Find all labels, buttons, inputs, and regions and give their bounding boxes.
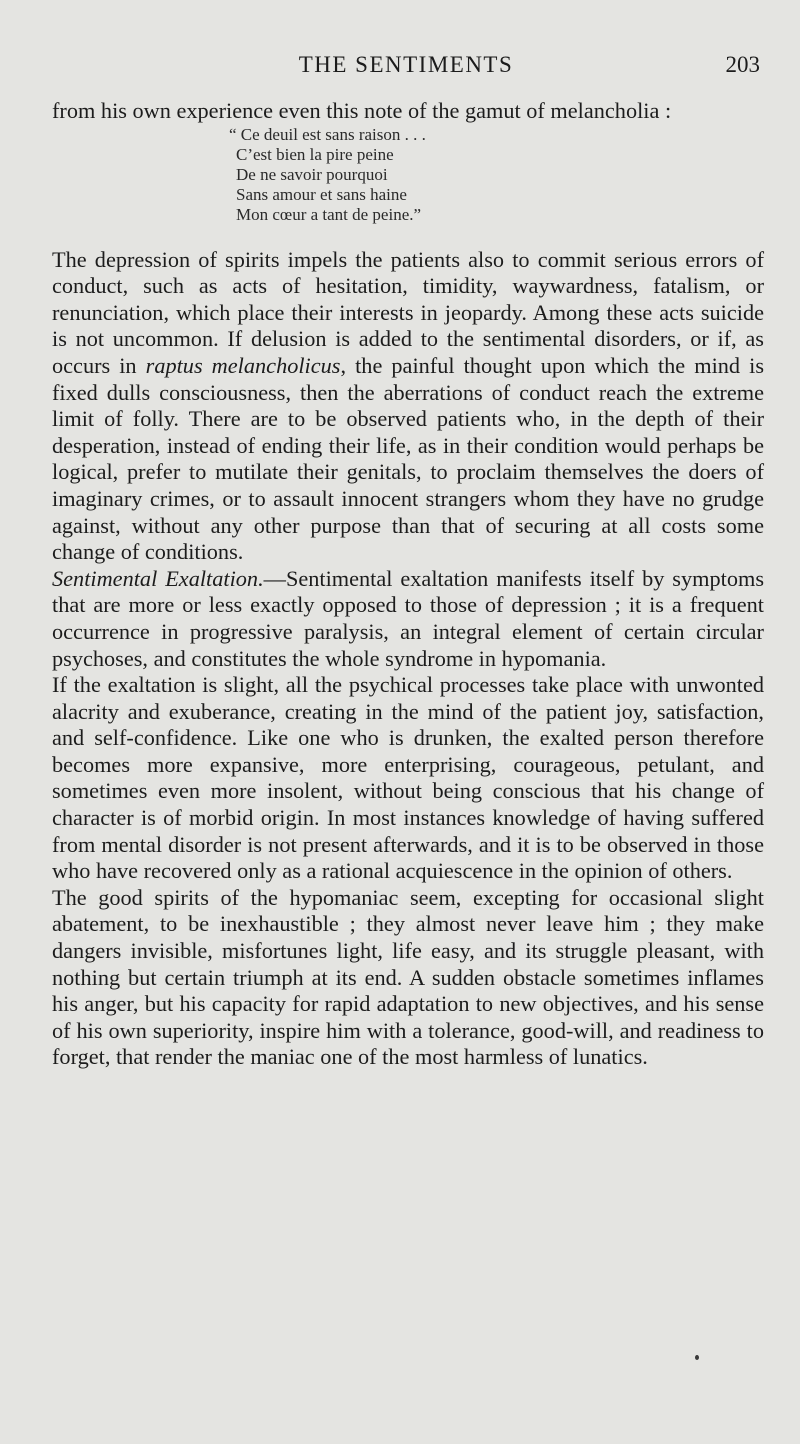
verse-line: Mon cœur a tant de peine.” [236,204,422,224]
running-head [52,52,760,82]
paragraph-hypomaniac: The good spirits of the hypomaniac seem, excepting for occasional slight abatement, to be inexhaustible ; they almost never leave him ; they make dangers invisible, misfortunes light, life easy, and its struggle pleasant, with nothing but certain triumph at its end. A sudden obstacle sometimes inflames his anger, but his capacity for rapid adaptation to new objectives, and his sense of his own superiority, inspire him with a tolerance, good-will, and readiness to forget, that render the maniac one of the most harmless of lunatics. [52,884,764,1070]
verse-line: “ Ce deuil est sans raison . . . [229,124,426,144]
section-heading: Sentimental Exaltation. [52,565,264,591]
ink-speck [695,1355,699,1360]
paragraph-depression [52,247,764,566]
running-title: THE SENTIMENTS [298,52,514,77]
verse-line: Sans amour et sans haine [236,184,407,204]
body-text [52,98,764,1071]
verse-quotation [52,125,764,225]
paragraph-text: —Sentimental exaltation manifests itself by symptoms that are more or less exactly opposed to those of depression ; it is a frequent occurrence in progressive paralysis, an integral element of certain circular psychoses, and constitutes the whole syndrome in hypomania. [52,565,764,671]
page-number: 203 [725,52,760,77]
verse-line: De ne savoir pourquoi [236,164,388,184]
paragraph-slight-exaltation: If the exaltation is slight, all the psychical processes take place with unwonted alacrity and exuberance, creating in the mind of the patient joy, satisfaction, and self-confidence. Like one who is drunken, the exalted person therefore becomes more expansive, more enterprising, courageous, petulant, and sometimes even more insolent, without being conscious that his change of character is of morbid origin. In most instances knowledge of having suffered from mental disorder is not present afterwards, and it is to be observed in those who have recovered only as a rational acquiescence in the opinion of others. [52,672,764,884]
paragraph-text: , the painful thought upon which the mind is fixed dulls consciousness, then the aberrations of conduct reach the extreme limit of folly. There are to be observed patients who, in the depth of their desperation, instead of ending their life, as in their condition would perhaps be logical, prefer to mutilate their genitals, to proclaim themselves the doers of imaginary crimes, or to assault innocent strangers whom they have no grudge against, without any other purpose than that of securing at all costs some change of conditions. [52,352,764,565]
paragraph-continuation: from his own experience even this note of the gamut of melancholia : [52,98,672,123]
italic-term: raptus melancholicus [145,352,341,378]
paragraph-exaltation [52,566,764,672]
verse-line: C’est bien la pire peine [236,144,394,164]
paragraph-text: The depression of spirits impels the patients also to commit serious errors of conduct, such as acts of hesitation, timidity, waywardness, fatalism, or renunciation, which place their interests in jeopardy. Among these acts suicide is not uncommon. If delusion is added to the sentimental disorders, or if, as occurs in [52,246,764,378]
